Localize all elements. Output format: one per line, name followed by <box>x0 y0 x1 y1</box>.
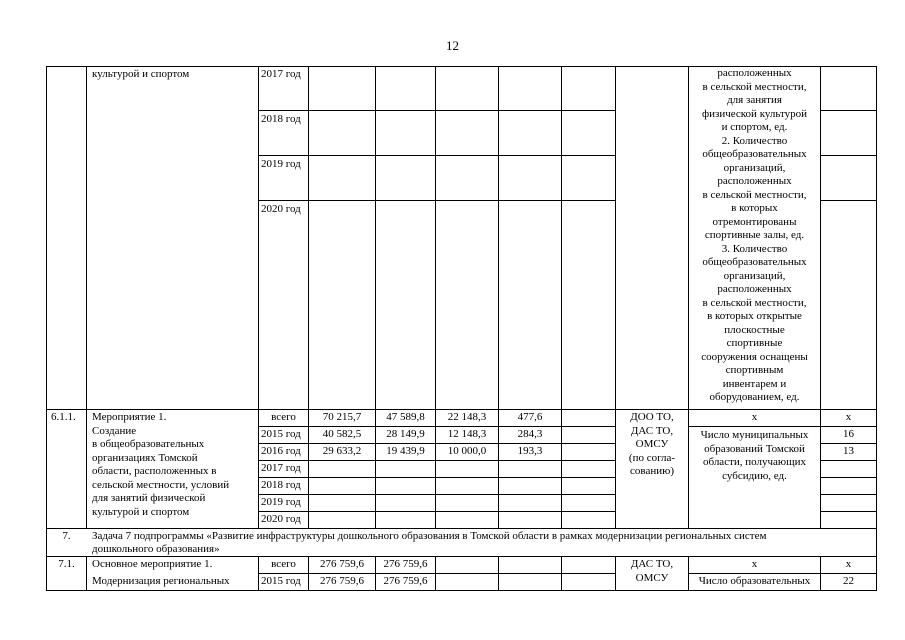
executor-line: ОМСУ <box>635 438 669 450</box>
indicator-x: х <box>751 558 758 570</box>
amount-cell: 276 759,6 <box>383 558 428 570</box>
indicator-line: спортивные <box>726 337 783 349</box>
amount-cell: 284,3 <box>517 428 543 440</box>
top-indicator-text <box>689 67 820 405</box>
measure-name <box>92 411 229 519</box>
indicator-line: и спортом, ед. <box>721 121 788 133</box>
amount-cell: 40 582,5 <box>322 428 362 440</box>
indicator-line: отремонтированы <box>712 215 797 228</box>
amount-cell: 276 759,6 <box>383 575 428 587</box>
row-number: 6.1.1. <box>51 411 76 423</box>
indicator-line: расположенных <box>717 283 792 295</box>
executor-line: ДАС ТО, <box>630 424 674 437</box>
executor-line: сованию) <box>630 465 674 477</box>
measure-name-line: области, расположенных в <box>92 465 217 477</box>
amount-cell: 29 633,2 <box>322 445 362 457</box>
indicator-line: расположенных <box>717 67 792 79</box>
year-label: 2015 год <box>261 575 301 587</box>
indicator-line: в сельской местности, <box>702 80 807 93</box>
year-label: 2016 год <box>261 445 301 457</box>
indicator-line: общеобразовательных <box>702 148 807 160</box>
executor-cell: ОМСУ <box>635 572 669 584</box>
indicator-line: спортивным <box>725 364 784 376</box>
page-number: 12 <box>446 38 459 53</box>
indicator-line: в сельской местности, <box>702 188 807 201</box>
year-label: 2018 год <box>261 479 301 491</box>
amount-cell: 477,6 <box>517 411 543 423</box>
indicator-line: в которых открытые <box>707 310 802 322</box>
amount-cell: 70 215,7 <box>322 411 362 423</box>
amount-cell: 276 759,6 <box>320 575 364 587</box>
year-label: 2017 год <box>261 462 301 474</box>
row-number: 7.1. <box>58 558 75 570</box>
amount-cell: 47 589,8 <box>386 411 425 423</box>
indicator-value: 16 <box>843 428 854 440</box>
year-label: 2018 год <box>261 113 301 125</box>
indicator-line: 2. Количество <box>721 134 788 147</box>
indicator-line: организаций, <box>723 269 786 282</box>
indicator-line: 3. Количество <box>721 242 788 255</box>
executor-cell: ДАС ТО, <box>630 558 674 570</box>
indicator-line: инвентарем и <box>722 377 787 390</box>
amount-cell: 22 148,3 <box>447 411 487 423</box>
task-title-line: дошкольного образования» <box>92 543 220 555</box>
indicator-value: 13 <box>843 445 854 457</box>
year-label: всего <box>271 411 296 423</box>
indicator-x: х <box>751 411 758 423</box>
indicator-line: спортивные залы, ед. <box>704 229 805 241</box>
top-measure-name: культурой и спортом <box>92 68 190 80</box>
indicator-line: расположенных <box>717 175 792 187</box>
amount-cell: 276 759,6 <box>320 558 364 570</box>
indicator-value: 22 <box>843 575 854 587</box>
measure-name-line: в общеобразовательных <box>92 438 205 450</box>
indicator-text: Число образовательных <box>698 575 811 587</box>
year-label: 2020 год <box>261 513 301 525</box>
indicator-line: в сельской местности, <box>702 296 807 309</box>
indicator-line: в которых <box>731 202 778 214</box>
amount-cell: 28 149,9 <box>386 428 425 440</box>
amount-cell: 10 000,0 <box>447 445 487 457</box>
indicator-line: для занятия <box>727 94 782 106</box>
value-x: х <box>845 558 852 570</box>
indicator-line: оборудованием, ед. <box>709 391 800 403</box>
executor-cell <box>616 411 688 479</box>
year-label: 2019 год <box>261 496 301 508</box>
executor-line: ДОО ТО, <box>630 411 674 423</box>
indicator-text <box>689 429 820 483</box>
amount-cell: 193,3 <box>517 445 543 457</box>
indicator-line: плоскостные <box>724 323 785 336</box>
measure-name-line: Создание <box>92 424 137 437</box>
year-label: 2017 год <box>261 68 301 80</box>
measure-name-line: Модернизация региональных <box>92 575 230 587</box>
measure-name-line: Мероприятие 1. <box>92 411 167 423</box>
indicator-line: области, получающих <box>703 456 806 468</box>
year-label: 2020 год <box>261 203 301 215</box>
year-label: 2015 год <box>261 428 301 440</box>
year-label: всего <box>271 558 296 570</box>
year-label: 2019 год <box>261 158 301 170</box>
indicator-line: Число муниципальных <box>700 429 809 441</box>
amount-cell: 12 148,3 <box>447 428 487 440</box>
executor-line: (по согла- <box>628 451 676 464</box>
measure-name-line: сельской местности, условий <box>92 478 230 491</box>
task-title-line: Задача 7 подпрограммы «Развитие инфраструктуры дошкольного образования в Томской области в рамках модернизации региональных систем <box>92 530 767 542</box>
indicator-line: образований Томской <box>704 442 805 455</box>
row-number: 7. <box>62 530 71 542</box>
measure-name-line: Основное мероприятие 1. <box>92 558 213 570</box>
indicator-line: сооружения оснащены <box>701 350 808 363</box>
measure-name-line: организациях Томской <box>92 451 198 464</box>
measure-name-line: для занятий физической <box>92 492 206 504</box>
measure-name-line: культурой и спортом <box>92 505 190 518</box>
indicator-line: физической культурой <box>701 107 808 120</box>
indicator-line: организаций, <box>723 161 786 174</box>
indicator-line: субсидию, ед. <box>722 469 787 482</box>
amount-cell: 19 439,9 <box>386 445 425 457</box>
value-x: х <box>845 411 852 423</box>
indicator-line: общеобразовательных <box>702 256 807 268</box>
